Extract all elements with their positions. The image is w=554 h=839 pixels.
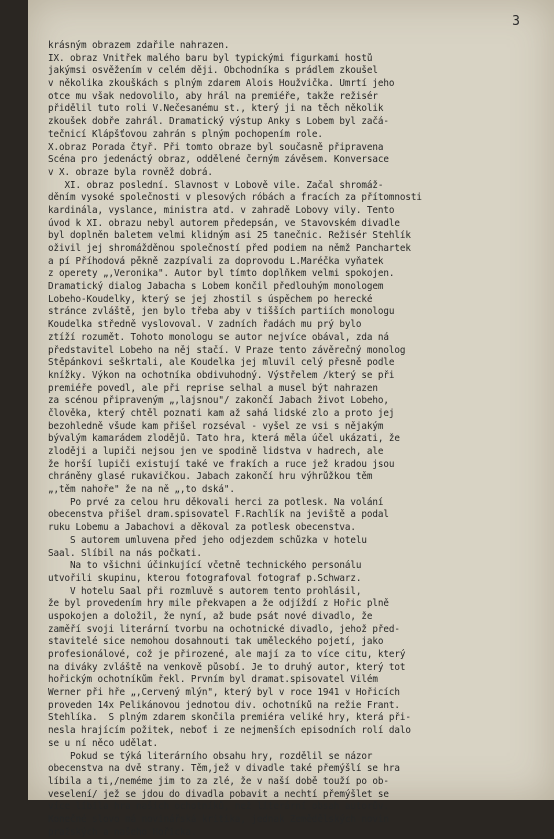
text-line: Saal. Slíbil na nás počkati. xyxy=(48,547,202,559)
typewritten-text-body xyxy=(48,40,548,839)
text-line: premiéře povedl, ale při reprise selhal a musel být nahrazen xyxy=(48,382,378,394)
text-line: XI. obraz poslední. Slavnost v Lobově vile. Začal shromáž- xyxy=(48,179,384,191)
text-line: tečnicí Klápšťovou zahrán s plným pochopením role. xyxy=(48,128,323,140)
text-line: člověka, který chtěl poznati kam až sahá lidské zlo a proto jej xyxy=(48,407,395,419)
text-line: S autorem umluvena před jeho odjezdem schůzka v hotelu xyxy=(48,534,367,546)
text-line: chráněny glasé rukavičkou. Jabach zakončí hru výhrůžkou těm xyxy=(48,471,373,483)
text-line: otce mu však nedovolilo, aby hrál na premiéře, takže režisér xyxy=(48,90,378,102)
text-line: Konečné slovo má novinářská kritika, jednak Zemědělských novin xyxy=(48,813,389,825)
text-line: za scénou připraveným „,lajsnou"/ zakončí Jabach život Lobeho, xyxy=(48,395,389,407)
text-line: přidělil tuto roli V.Nečesanému st., který ji na těch několik xyxy=(48,103,384,115)
text-line: Stehlíka. S plným zdarem skončila premiéra veliké hry, která při- xyxy=(48,712,411,724)
text-line: nesla hrajícím požitek, neboť i ze nejmenších episodních rolí dalo xyxy=(48,725,411,737)
text-line: byl doplněn baletem velmi klidným asi 25 tanečnic. Režisér Stehlík xyxy=(48,230,411,242)
text-line: pražských a našeho Hořicka. xyxy=(48,826,197,838)
text-line: a pí Příhodová pěkně zazpívali za doprovodu L.Maréčka vyňatek xyxy=(48,255,384,267)
text-line: v X. obraze byla rovněž dobrá. xyxy=(48,166,213,178)
text-line: profesionálové, což je přirozené, ale mají za to více citu, který xyxy=(48,649,406,660)
text-line: zloději a lupiči nejsou jen ve spodině lidstva v hadrech, ale xyxy=(48,446,384,457)
text-line: V hotelu Saal při rozmluvě s autorem tento prohlásil, xyxy=(48,585,362,597)
text-line: stavitelé sice nemohou dosahnouti tak uměleckého pojetí, jako xyxy=(48,636,384,648)
text-line: Po prvé za celou hru děkovali herci za potlesk. Na volání xyxy=(48,496,384,508)
text-line: kardinála, vyslance, ministra atd. v zahradě Lobovy vily. Tento xyxy=(48,204,395,216)
text-line: bezohledně všude kam přišel rozséval - vyšel ze vsi s nějakým xyxy=(48,420,384,432)
page-number: 3 xyxy=(512,14,520,29)
text-line: ztíží rozumět. Tohoto monologu se autor nejvíce obával, zda ná xyxy=(48,331,389,343)
text-line: se u ní něco udělat. xyxy=(48,737,158,749)
text-line: ruku Lobemu a Jabachovi a děkoval za potlesk obecenstva. xyxy=(48,522,356,534)
text-line: z operety „,Veronika". Autor byl tímto doplňkem velmi spokojen. xyxy=(48,268,395,280)
text-line: Dramatický dialog Jabacha s Lobem končil předlouhým monologem xyxy=(48,281,384,293)
text-line: X.obraz Porada čtyř. Při tomto obraze byl současně připravena xyxy=(48,141,384,153)
text-line: proveden 14x Pelikánovou jednotou div. ochotníků na režie Frant. xyxy=(48,699,400,711)
text-line: uspokojen a doložil, že nyní, až bude psát nové divadlo, že xyxy=(48,610,373,622)
text-line: „,těm nahoře" že na ně „,to dská". xyxy=(48,484,235,496)
text-line: stránce zvláště, jen bylo třeba aby v tišších partiích monologu xyxy=(48,306,395,318)
text-line: knížky. Výkon na ochotníka obdivuhodný. Výstřelem /který se při xyxy=(48,369,395,381)
text-line: více líbila hra našich ochotníků, než literární obsah autorův. xyxy=(48,801,389,813)
text-line: Štěpánkovi seškrtali, ale Koudelka jej mluvil celý přesně podle xyxy=(48,357,395,369)
text-line: Scéna pro jedenáctý obraz, oddělené černým závěsem. Konversace xyxy=(48,154,389,166)
text-line: Pokud se týká literárního obsahu hry, rozdělil se názor xyxy=(48,750,373,762)
text-line: v několika zkouškách s plným zdarem Alois Houžvička. Úmrtí jeho xyxy=(48,78,395,90)
text-line: obecenstva přišel dram.spisovatel F.Rachlík na jeviště a podal xyxy=(48,509,389,521)
text-line: líbila a ti,/neméme jim to za zlé, že v naší době touží po ob- xyxy=(48,775,389,787)
text-line: na diváky zvláště na venkově působí. Je to druhý autor, který tot xyxy=(48,661,406,673)
text-line: obecenstva na dvě strany. Těm,jež v divadle také přemýšlí se hra xyxy=(48,763,400,775)
text-line: Werner při hře „,Červený mlýn", který byl v roce 1941 v Hořicích xyxy=(48,687,400,699)
text-line: Koudelka středně vyslovoval. V zadních řadách mu prý bylo xyxy=(48,319,362,331)
text-line: úvod k XI. obrazu nebyl autorem předepsán, ve Stavovském divadle xyxy=(48,217,400,229)
text-line: představitel Lobeho na něj stačí. V Praze tento závěrečný monolog xyxy=(48,344,406,356)
text-line: Na to všichni účinkující včetně technického personálu xyxy=(48,560,362,572)
text-line: Lobeho-Koudelky, který se jej zhostil s úspěchem po herecké xyxy=(48,293,373,305)
text-line: IX. obraz Vnitřek malého baru byl typickými figurkami hostů xyxy=(48,52,373,64)
text-line: jakýmsi osvěžením v celém ději. Obchodníka s prádlem zkoušel xyxy=(48,65,378,77)
typewritten-page xyxy=(28,0,554,838)
text-line: veselení/ jež se jdou do divadla pobavit a nechtí přemýšlet se xyxy=(48,788,389,800)
text-line: hořickým ochotníkům řekl. Prvním byl dramat.spisovatel Vilém xyxy=(48,674,378,686)
text-line: zaměří svoji literární tvorbu na ochotnické divadlo, jehož před- xyxy=(48,623,400,635)
text-line: děním vysoké společnosti v plesových róbách a fracích za přítomnosti xyxy=(48,192,422,204)
text-line: zkoušek dobře zahrál. Dramatický výstup Anky s Lobem byl začá- xyxy=(48,116,389,128)
text-line: bývalým kamarádem zlodějů. Tato hra, která měla účel ukázati, že xyxy=(48,433,400,445)
text-line: že horší lupiči existují také ve frakích a ruce jež kradou jsou xyxy=(48,458,395,470)
text-line: oživil jej shromážděnou společností před podiem na němž Panchartek xyxy=(48,243,411,254)
text-line: že byl provedením hry mile překvapen a že odjíždí z Hořic plně xyxy=(48,598,389,610)
text-line: krásným obrazem zdařile nahrazen. xyxy=(48,40,230,51)
text-line: utvořili skupinu, kterou fotografoval fotograf p.Schwarz. xyxy=(48,572,362,584)
